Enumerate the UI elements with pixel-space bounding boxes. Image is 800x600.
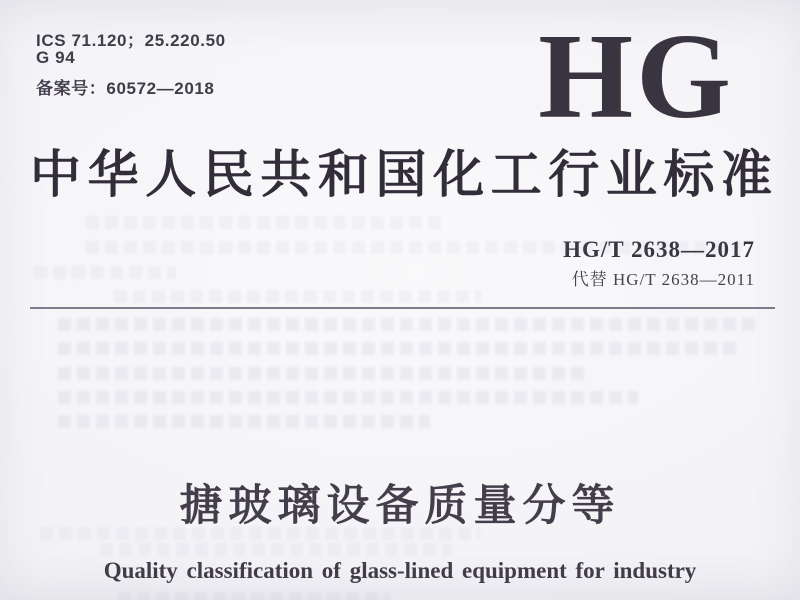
document-title-en: Quality classification of glass-lined equipment for industry	[103, 558, 697, 583]
bleed-through-line	[58, 415, 430, 428]
bleed-through-line	[114, 290, 482, 303]
header-divider-rule	[30, 307, 775, 309]
replaces-note: 代替 HG/T 2638—2011	[571, 270, 755, 289]
bleed-through-line	[58, 391, 638, 404]
standard-number: HG/T 2638—2017	[563, 237, 755, 262]
bleed-through-line	[100, 543, 452, 556]
hg-logo: HG	[538, 9, 734, 144]
standard-heading-cn: 中华人民共和国化工行业标准	[30, 148, 774, 204]
bleed-through-line	[58, 318, 760, 331]
ics-code-line: ICS 71.120；25.220.50	[36, 31, 226, 50]
bleed-through-line	[58, 367, 586, 380]
record-number: 备案号：60572—2018	[36, 79, 215, 98]
classification-code: G 94	[36, 48, 76, 67]
document-title-cn: 搪玻璃设备质量分等	[179, 482, 621, 530]
bleed-through-line	[86, 216, 446, 229]
bleed-through-line	[118, 592, 390, 600]
bleed-through-line	[58, 342, 740, 355]
bleed-through-line	[34, 266, 176, 279]
